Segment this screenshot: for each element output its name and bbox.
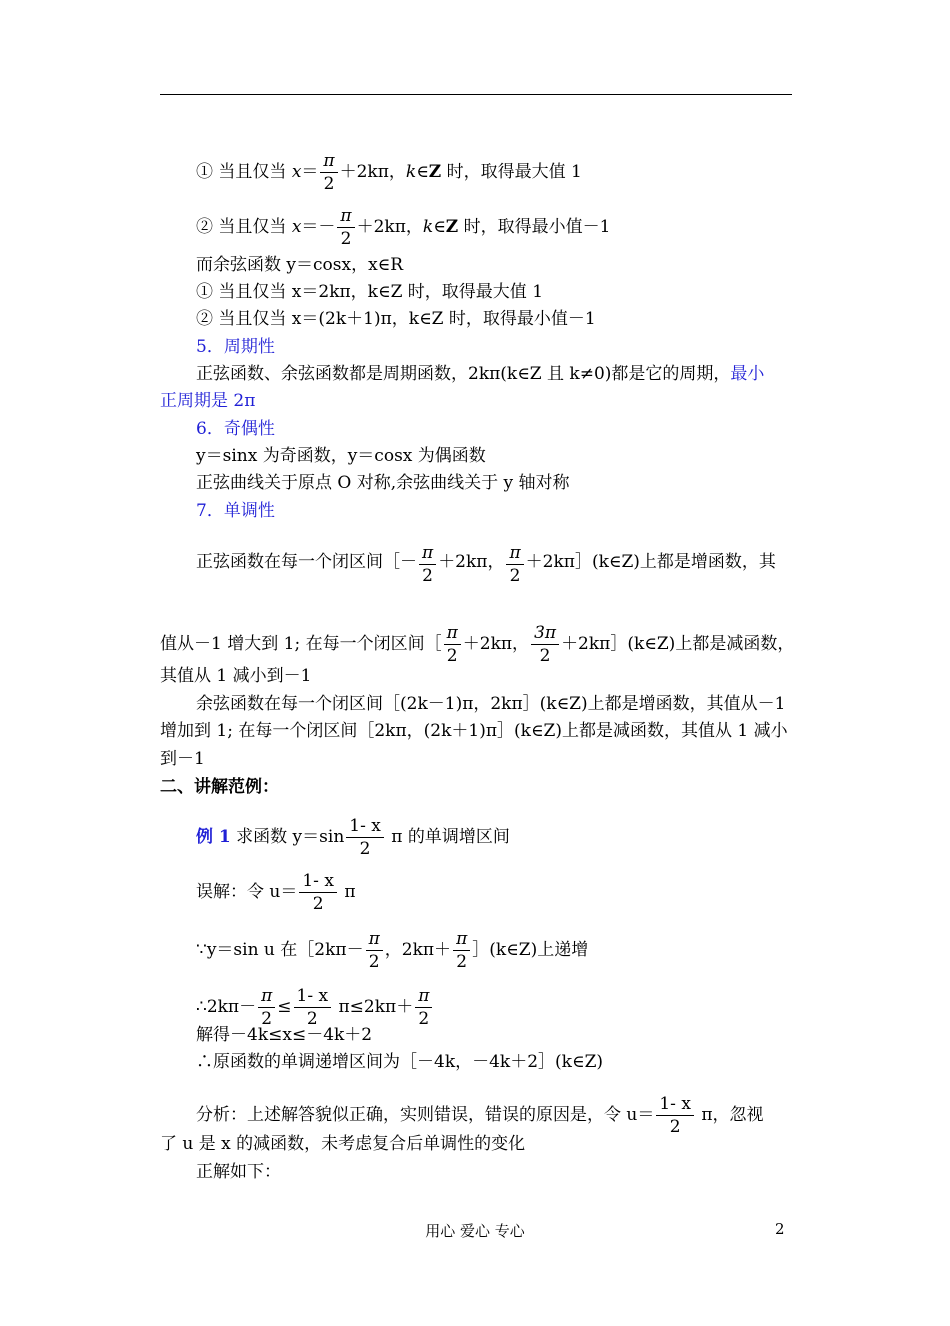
- sin-decrease-value: 其值从 1 减小到－1: [160, 666, 312, 686]
- wrong-solution: 误解：令 u＝ $\frac{1- x}{2}$ π: [196, 871, 356, 914]
- cos-function-intro: 而余弦函数 y＝cosx，x∈R: [196, 255, 404, 275]
- min-condition-cos: ② 当且仅当 x＝(2k＋1)π，k∈Z 时，取得最小值－1: [196, 309, 596, 329]
- cos-increase-interval: 余弦函数在每一个闭区间［(2k－1)π，2kπ］(k∈Z)上都是增函数，其值从－1: [196, 694, 786, 714]
- because-step: ∵y＝sin u 在［2kπ－ $\frac{\pi}{2}$ ，2kπ＋ $\frac{\pi}{2}$ ］(k∈Z)上递增: [196, 929, 589, 972]
- solve-result: 解得－4k≤x≤－4k＋2: [196, 1025, 373, 1045]
- periodicity-min-period: 正周期是 2π: [160, 391, 256, 411]
- sin-decrease-interval: 值从－1 增大到 1; 在每一个闭区间［ $\frac{\pi}{2}$ ＋2kπ， $\frac{3\pi}{2}$ ＋2kπ］(k∈Z)上都是减函数，: [160, 623, 795, 666]
- heading-periodicity: 5．周期性: [196, 337, 275, 357]
- example-1: 例 1 求函数 y＝sin $\frac{1- x}{2}$ π 的单调增区间: [196, 816, 510, 859]
- analysis-continued: 了 u 是 x 的减函数，未考虑复合后单调性的变化: [160, 1134, 526, 1154]
- analysis: 分析：上述解答貌似正确，实则错误，错误的原因是，令 u＝ $\frac{1- x}{2}$ π，忽视: [196, 1094, 764, 1137]
- periodicity-text: 正弦函数、余弦函数都是周期函数，2kπ(k∈Z 且 k≠0)都是它的周期，最小: [196, 364, 765, 384]
- therefore-interval: ∴原函数的单调递增区间为［－4k，－4k＋2］(k∈Z): [196, 1052, 604, 1072]
- parity-text: y＝sinx 为奇函数，y＝cosx 为偶函数: [196, 446, 486, 466]
- heading-monotonicity: 7．单调性: [196, 501, 275, 521]
- cos-decrease-value: 到－1: [160, 749, 205, 769]
- symmetry-text: 正弦曲线关于原点 O 对称,余弦曲线关于 y 轴对称: [196, 473, 570, 493]
- cos-decrease-interval: 增加到 1; 在每一个闭区间［2kπ，(2k＋1)π］(k∈Z)上都是减函数，其值从 1 减小: [160, 721, 788, 741]
- max-condition-cos: ① 当且仅当 x＝2kπ，k∈Z 时，取得最大值 1: [196, 282, 544, 302]
- section-examples: 二、讲解范例：: [160, 777, 279, 797]
- page-number: 2: [775, 1220, 785, 1238]
- header-rule: [160, 94, 792, 95]
- correct-solution-heading: 正解如下：: [196, 1162, 281, 1182]
- max-condition-sin: ① 当且仅当 x＝ $\frac{\pi}{2}$ ＋2kπ，k∈Z 时，取得最大值 1: [196, 151, 582, 194]
- heading-parity: 6．奇偶性: [196, 419, 275, 439]
- min-condition-sin: ② 当且仅当 x＝－ $\frac{\pi}{2}$ ＋2kπ，k∈Z 时，取得最小值－1: [196, 206, 611, 249]
- therefore-inequality: ∴2kπ－ $\frac{\pi}{2}$ ≤ $\frac{1- x}{2}$ π≤2kπ＋ $\frac{\pi}{2}$: [196, 985, 434, 1030]
- sin-increase-interval: 正弦函数在每一个闭区间［－ $\frac{\pi}{2}$ ＋2kπ， $\frac{\pi}{2}$ ＋2kπ］(k∈Z)上都是增函数，其: [196, 543, 776, 586]
- footer-motto: 用心 爱心 专心: [425, 1222, 525, 1240]
